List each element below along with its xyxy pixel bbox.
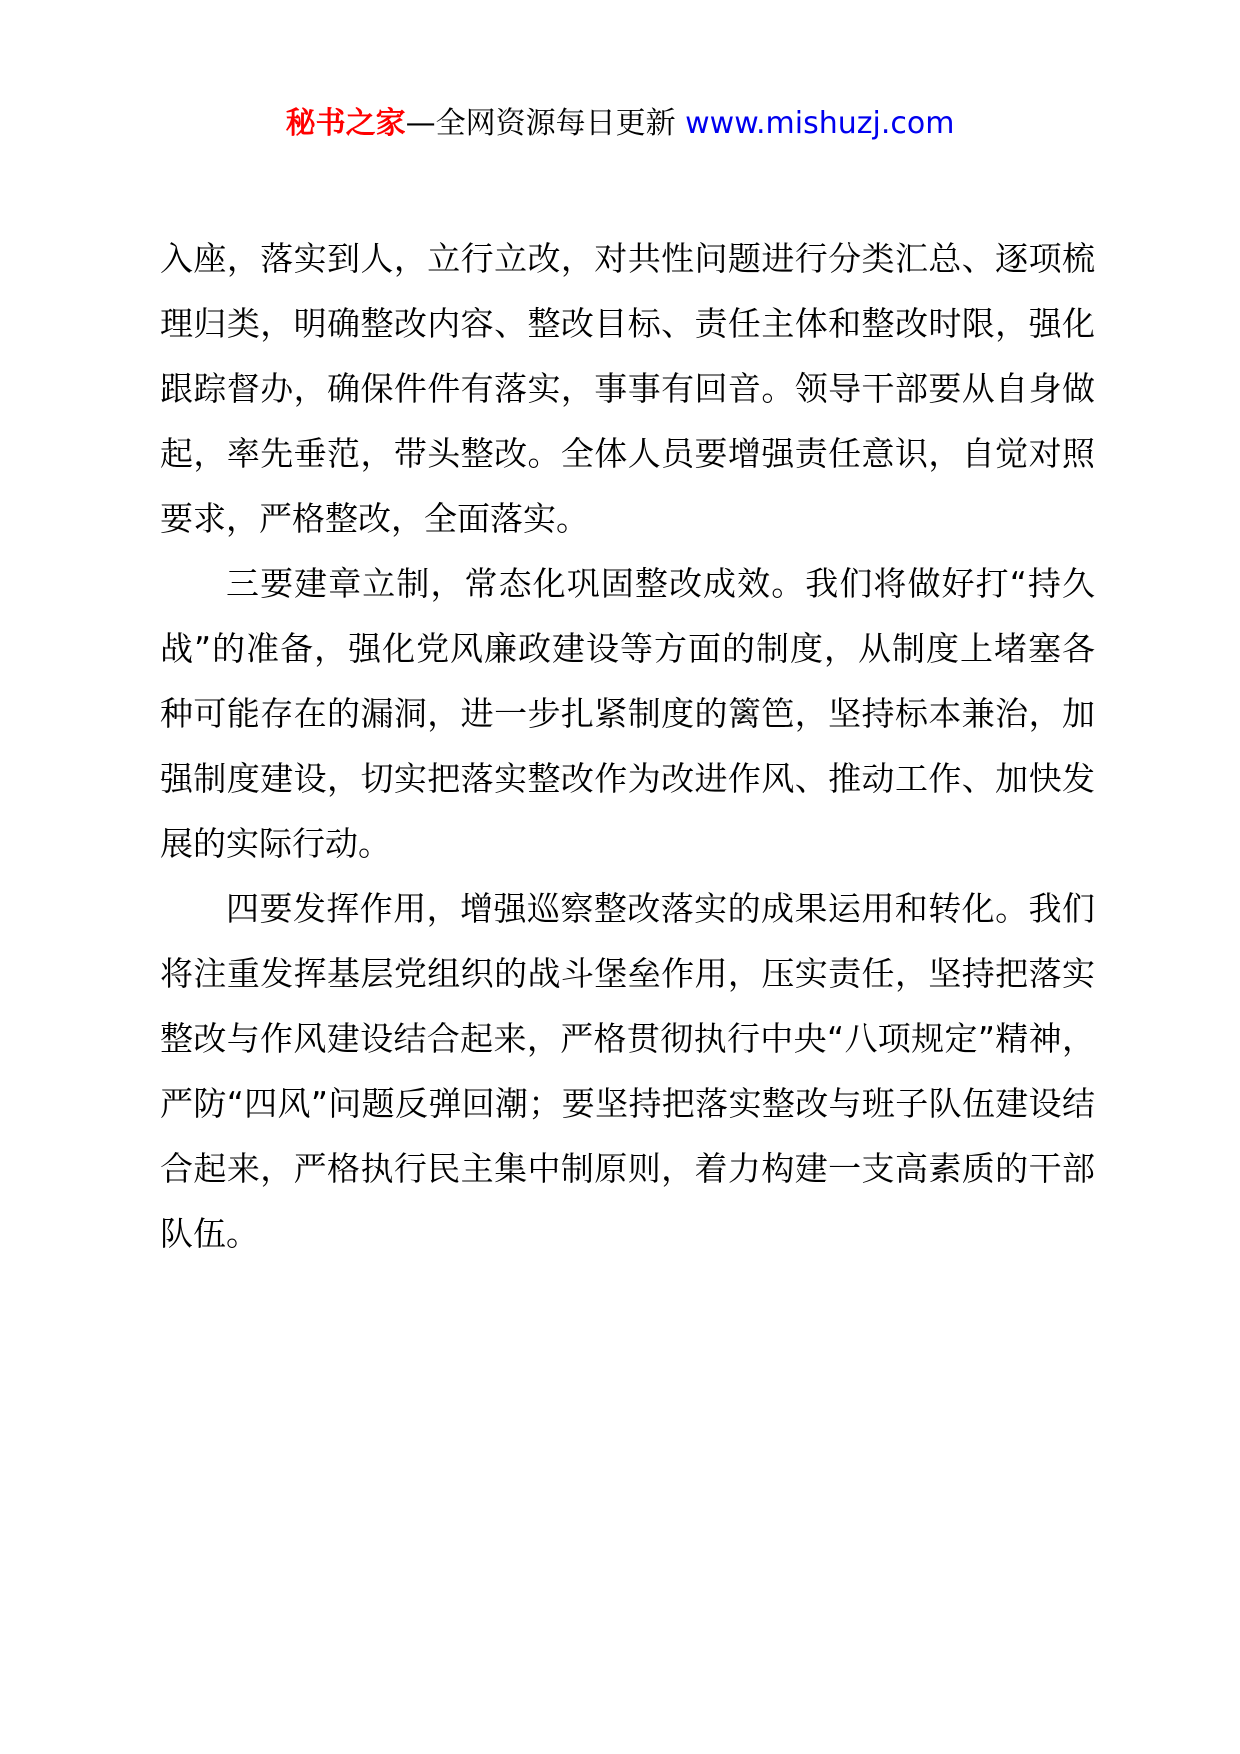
site-header [0, 104, 1240, 144]
brand-name: 秘书之家 [285, 106, 406, 141]
paragraph-three: 三要建章立制，常态化巩固整改成效。我们将做好打“持久战”的准备，强化党风廉政建设等方面的制度，从制度上堵塞各种可能存在的漏洞，进一步扎紧制度的篱笆，坚持标本兼治，加强制度建设，切实把落实整改作为改进作风、推动工作、加快发展的实际行动。 [160, 564, 1095, 863]
site-url-link[interactable]: www.mishuzj.com [685, 106, 955, 141]
document-body [160, 226, 1095, 1266]
paragraph-four: 四要发挥作用，增强巡察整改落实的成果运用和转化。我们将注重发挥基层党组织的战斗堡垒作用，压实责任，坚持把落实整改与作风建设结合起来，严格贯彻执行中央“八项规定”精神，严防“四风”问题反弹回潮；要坚持把落实整改与班子队伍建设结合起来，严格执行民主集中制原则，着力构建一支高素质的干部队伍。 [160, 889, 1095, 1253]
header-slogan: —全网资源每日更新 [405, 106, 686, 141]
paragraph-continued: 入座，落实到人，立行立改，对共性问题进行分类汇总、逐项梳理归类，明确整改内容、整改目标、责任主体和整改时限，强化跟踪督办，确保件件有落实，事事有回音。领导干部要从自身做起，率先垂范，带头整改。全体人员要增强责任意识，自觉对照要求，严格整改，全面落实。 [160, 239, 1095, 538]
